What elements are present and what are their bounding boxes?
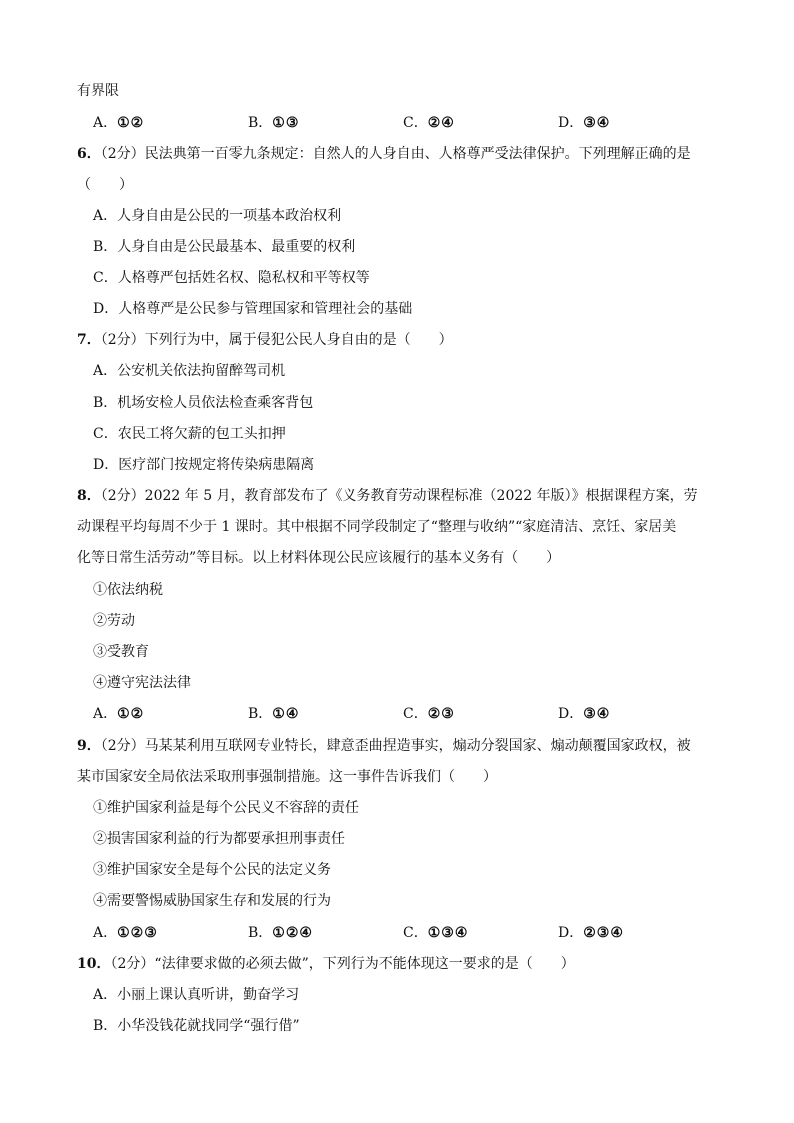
question-6-option-b[interactable]: B．人身自由是公民最基本、最重要的权利: [93, 239, 356, 255]
question-text: 下列行为中，属于侵犯公民人身自由的是（ ）: [144, 332, 453, 348]
question-10-option-b[interactable]: B．小华没钱花就找同学“强行借”: [93, 1018, 300, 1034]
prev-question-options: [93, 113, 713, 133]
option-c[interactable]: C．②④: [403, 115, 455, 131]
question-9-item-3: ③维护国家安全是每个公民的法定义务: [93, 862, 331, 878]
question-7-stem: [77, 330, 453, 350]
question-8-item-1: ①依法纳税: [93, 582, 163, 598]
option-a[interactable]: A．①②: [93, 115, 145, 131]
question-8-item-3: ③受教育: [93, 644, 149, 660]
question-9-stem: [77, 736, 691, 756]
question-7-option-a[interactable]: A．公安机关依法拘留醉驾司机: [93, 363, 286, 379]
option-c[interactable]: C．②③: [403, 706, 455, 722]
question-points: （2分）: [100, 488, 145, 504]
question-8-options: [93, 704, 713, 724]
question-9-item-1: ①维护国家利益是每个公民义不容辞的责任: [93, 800, 359, 816]
question-9-stem-line2: 某市国家安全局依法采取刑事强制措施。这一事件告诉我们（ ）: [77, 769, 497, 785]
question-number: 7．: [77, 332, 101, 348]
option-b[interactable]: B．①④: [248, 706, 300, 722]
question-6-option-c[interactable]: C．人格尊严包括姓名权、隐私权和平等权等: [93, 270, 370, 286]
option-a[interactable]: A．①②③: [93, 925, 158, 941]
question-10-stem: [77, 954, 575, 974]
question-points: （2分）: [100, 146, 145, 162]
prev-question-tail: 有界限: [77, 83, 119, 99]
question-number: 10．: [77, 956, 111, 972]
question-6-option-d[interactable]: D．人格尊严是公民参与管理国家和管理社会的基础: [93, 301, 413, 317]
question-9-item-2: ②损害国家利益的行为都要承担刑事责任: [93, 831, 345, 847]
question-8-stem: [77, 486, 698, 506]
question-text: 民法典第一百零九条规定：自然人的人身自由、人格尊严受法律保护。下列理解正确的是: [144, 146, 691, 162]
question-6-stem-line2: （ ）: [77, 177, 133, 193]
question-7-option-b[interactable]: B．机场安检人员依法检查乘客背包: [93, 395, 314, 411]
question-10-option-a[interactable]: A．小丽上课认真听讲，勤奋学习: [93, 987, 300, 1003]
question-points: （2分）: [110, 956, 155, 972]
question-6-stem: [77, 144, 691, 164]
question-text: 2022 年 5 月，教育部发布了《义务教育劳动课程标准（2022 年版）》根据课程方案，劳: [144, 488, 698, 504]
question-text: 马某某利用互联网专业特长，肆意歪曲捏造事实，煽动分裂国家、煽动颠覆国家政权，被: [144, 738, 691, 754]
option-d[interactable]: D．③④: [558, 115, 611, 131]
question-points: （2分）: [100, 332, 145, 348]
question-9-item-4: ④需要警惕威胁国家生存和发展的行为: [93, 893, 331, 909]
option-c[interactable]: C．①③④: [403, 925, 469, 941]
option-a[interactable]: A．①②: [93, 706, 145, 722]
question-text: “法律要求做的必须去做”，下列行为不能体现这一要求的是（ ）: [154, 956, 575, 972]
question-9-options: [93, 923, 713, 943]
question-number: 9．: [77, 738, 101, 754]
question-6-option-a[interactable]: A．人身自由是公民的一项基本政治权利: [93, 208, 342, 224]
option-b[interactable]: B．①③: [248, 115, 300, 131]
option-b[interactable]: B．①②④: [248, 925, 313, 941]
question-number: 8．: [77, 488, 101, 504]
question-7-option-c[interactable]: C．农民工将欠薪的包工头扣押: [93, 426, 286, 442]
option-d[interactable]: D．③④: [558, 706, 611, 722]
question-number: 6．: [77, 146, 101, 162]
question-8-stem-line3: 化等日常生活劳动”等目标。以上材料体现公民应该履行的基本义务有（ ）: [77, 550, 561, 566]
question-7-option-d[interactable]: D．医疗部门按规定将传染病患隔离: [93, 457, 315, 473]
question-8-stem-line2: 动课程平均每周不少于 1 课时。其中根据不同学段制定了“整理与收纳”“家庭清洁、烹饪、家居美: [77, 519, 677, 535]
question-points: （2分）: [100, 738, 145, 754]
question-8-item-2: ②劳动: [93, 613, 135, 629]
option-d[interactable]: D．②③④: [558, 925, 624, 941]
question-8-item-4: ④遵守宪法法律: [93, 675, 191, 691]
